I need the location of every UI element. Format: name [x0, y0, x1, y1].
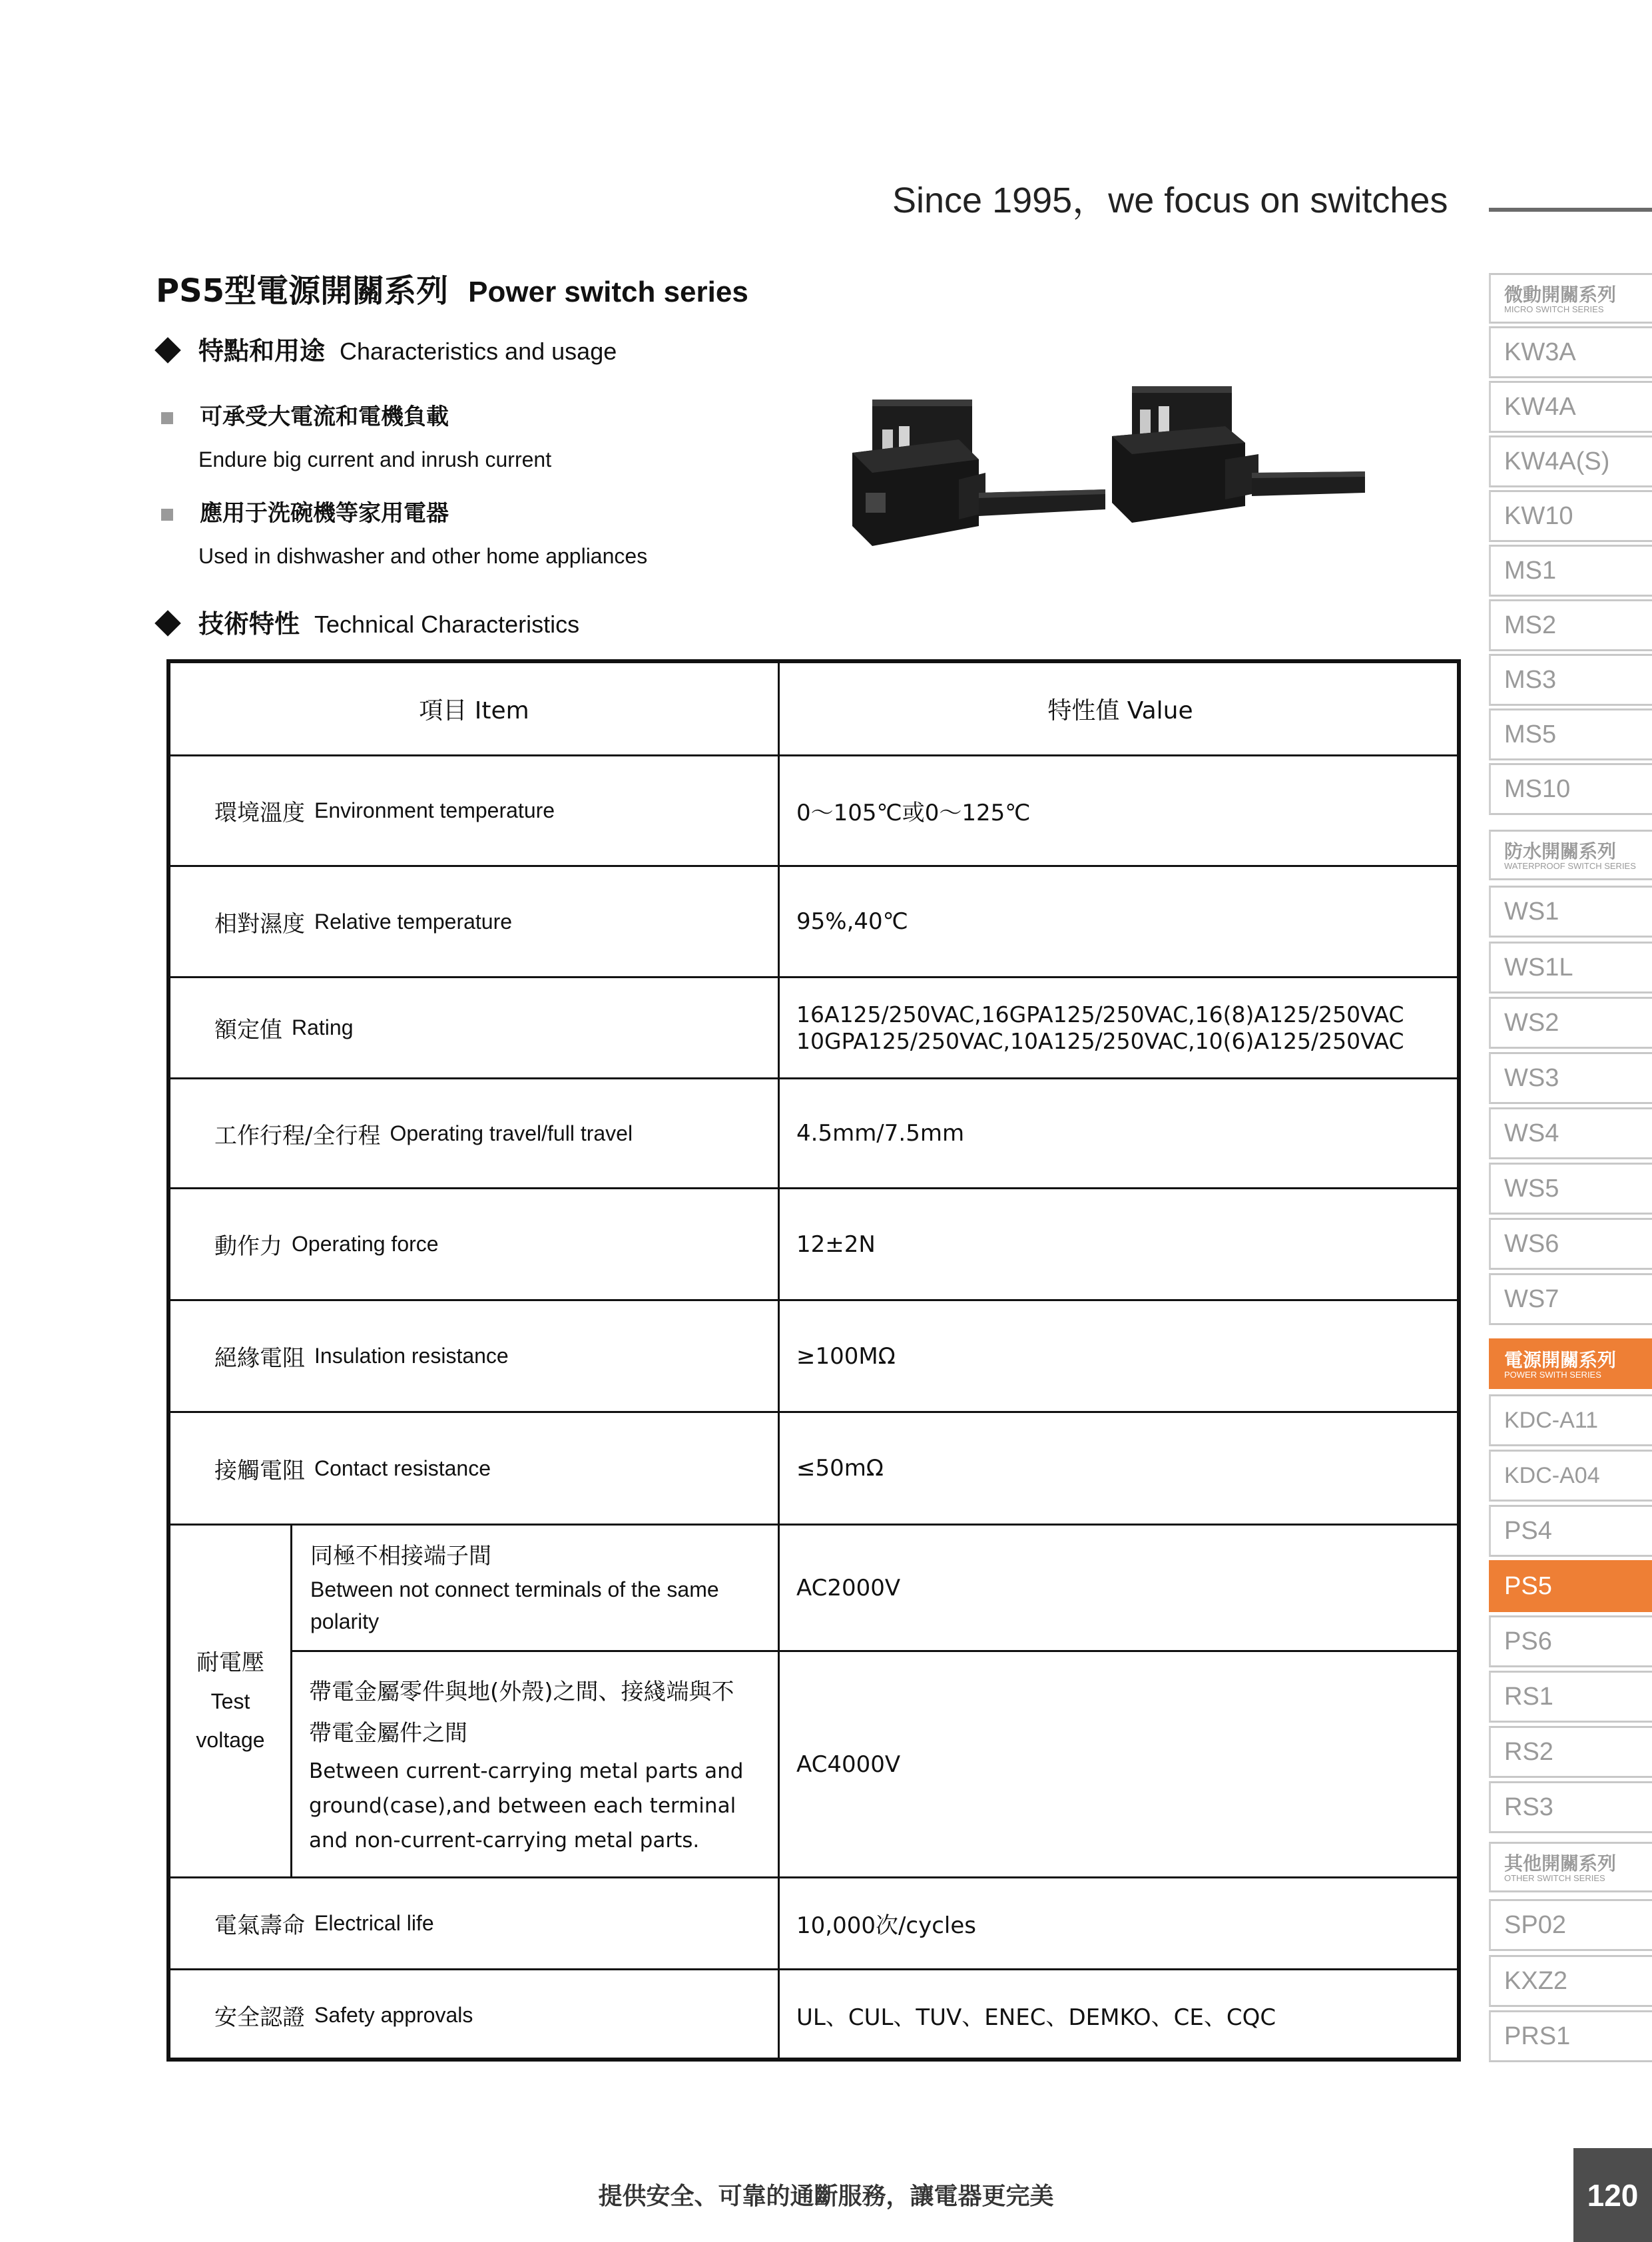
- diamond-bullet-icon: [154, 610, 181, 637]
- sidebar-item-kw10[interactable]: KW10: [1489, 490, 1652, 542]
- sidebar-item-ws4[interactable]: WS4: [1489, 1107, 1652, 1159]
- row-relative-temp-label: 相對濕度 Relative temperature: [214, 909, 513, 938]
- sidebar-item-ws3[interactable]: WS3: [1489, 1052, 1652, 1104]
- header-item: 項目 Item: [419, 697, 529, 724]
- feature-1: 可承受大電流和電機負載: [161, 398, 449, 431]
- sidebar-item-kw3a[interactable]: KW3A: [1489, 326, 1652, 378]
- sidebar-heading-other[interactable]: 其他開關系列 OTHER SWITCH SERIES: [1489, 1842, 1652, 1892]
- test-voltage-label: 耐電壓 Test voltage: [196, 1649, 265, 1752]
- section-technical-heading: 技術特性 Technical Characteristics: [158, 603, 579, 640]
- row-safety-value: UL、CUL、TUV、ENEC、DEMKO、CE、CQC: [796, 2004, 1276, 2031]
- row-contact-value: ≤50mΩ: [796, 1455, 884, 1482]
- row-insulation-value: ≥100MΩ: [796, 1342, 896, 1370]
- sidebar-item-ms1[interactable]: MS1: [1489, 545, 1652, 597]
- sidebar-item-kw4a-s[interactable]: KW4A(S): [1489, 435, 1652, 487]
- footer-slogan: 提供安全、可靠的通斷服務，讓電器更完美: [598, 2183, 1054, 2210]
- sidebar-item-kxz2[interactable]: KXZ2: [1489, 1955, 1652, 2007]
- test-voltage-sub2-value: AC4000V: [796, 1751, 901, 1778]
- sidebar-item-ws7[interactable]: WS7: [1489, 1273, 1652, 1325]
- spec-table: [166, 659, 1461, 2062]
- sidebar-item-kdc-a04[interactable]: KDC-A04: [1489, 1450, 1652, 1502]
- row-force-value: 12±2N: [796, 1231, 876, 1258]
- subgroup-divider: [290, 1525, 292, 1878]
- sidebar-item-ms10[interactable]: MS10: [1489, 763, 1652, 815]
- sidebar-item-kdc-a11[interactable]: KDC-A11: [1489, 1394, 1652, 1446]
- test-voltage-sub2-label: 帶電金屬零件與地(外殼)之間、接綫端與不 帶電金屬件之間 Between current-carrying metal parts and ground(case),and between each terminal and non-current-carrying metal parts.: [309, 1678, 744, 1852]
- product-photo: [826, 373, 1385, 593]
- sidebar-item-ps4[interactable]: PS4: [1489, 1505, 1652, 1557]
- row-electrical-life-label: 電氣壽命 Electrical life: [214, 1911, 434, 1939]
- sidebar-item-sp02[interactable]: SP02: [1489, 1899, 1652, 1951]
- row-rating-value: 16A125/250VAC,16GPA125/250VAC,16(8)A125/250VAC 10GPA125/250VAC,10A125/250VAC,10(6)A125/250VAC: [796, 1001, 1404, 1054]
- header-value: 特性值 Value: [1047, 697, 1193, 724]
- row-rating-label: 額定值 Rating: [214, 1015, 354, 1043]
- sidebar-heading-power[interactable]: 電源開關系列 POWER SWITH SERIES: [1489, 1338, 1652, 1389]
- test-voltage-sub1-label: 同極不相接端子間 Between not connect terminals of the same polarity: [310, 1542, 719, 1633]
- test-voltage-sub1-value: AC2000V: [796, 1574, 901, 1601]
- sidebar-item-ms2[interactable]: MS2: [1489, 599, 1652, 651]
- title-en: Power switch series: [468, 276, 748, 308]
- sidebar-item-rs3[interactable]: RS3: [1489, 1781, 1652, 1833]
- row-contact-label: 接觸電阻 Contact resistance: [214, 1456, 491, 1484]
- diamond-bullet-icon: [154, 337, 181, 364]
- page-title: [156, 265, 748, 311]
- row-insulation-label: 絕緣電阻 Insulation resistance: [214, 1344, 509, 1372]
- sidebar-item-ps5[interactable]: PS5: [1489, 1560, 1652, 1612]
- sidebar-item-ws1l[interactable]: WS1L: [1489, 942, 1652, 993]
- sidebar-item-rs1[interactable]: RS1: [1489, 1671, 1652, 1723]
- row-environment-temp-value: 0～105℃或0～125℃: [796, 800, 1031, 826]
- sidebar-item-prs1[interactable]: PRS1: [1489, 2010, 1652, 2062]
- sidebar-heading-micro[interactable]: 微動開關系列 MICRO SWITCH SERIES: [1489, 273, 1652, 324]
- square-bullet-icon: [161, 412, 173, 424]
- row-force-label: 動作力 Operating force: [214, 1232, 439, 1260]
- sidebar-heading-waterproof[interactable]: 防水開關系列 WATERPROOF SWITCH SERIES: [1489, 830, 1652, 880]
- row-safety-label: 安全認證 Safety approvals: [214, 2002, 473, 2031]
- feature-1-en: Endure big current and inrush current: [198, 447, 552, 471]
- sidebar-item-ms3[interactable]: MS3: [1489, 654, 1652, 706]
- row-electrical-life-value: 10,000次/cycles: [796, 1912, 977, 1939]
- row-relative-temp-value: 95%,40℃: [796, 908, 908, 935]
- sidebar-item-kw4a[interactable]: KW4A: [1489, 381, 1652, 433]
- header-rule: [1489, 208, 1652, 212]
- feature-2: 應用于洗碗機等家用電器: [161, 495, 449, 527]
- header-tagline: Since 1995，we focus on switches: [892, 180, 1448, 220]
- sidebar-item-ms5[interactable]: MS5: [1489, 708, 1652, 760]
- row-travel-label: 工作行程/全行程 Operating travel/full travel: [214, 1121, 633, 1149]
- title-cn: PS5型電源開關系列: [156, 272, 449, 310]
- column-divider: [778, 663, 780, 2062]
- section-features-heading: 特點和用途 Characteristics and usage: [158, 330, 617, 367]
- feature-2-en: Used in dishwasher and other home appliances: [198, 544, 648, 568]
- sidebar-item-rs2[interactable]: RS2: [1489, 1726, 1652, 1778]
- square-bullet-icon: [161, 509, 173, 521]
- sidebar-item-ws1[interactable]: WS1: [1489, 886, 1652, 938]
- page-number: 120: [1573, 2148, 1652, 2242]
- switch-right-icon: [1112, 386, 1365, 523]
- sidebar-item-ws2[interactable]: WS2: [1489, 997, 1652, 1049]
- sidebar-item-ws6[interactable]: WS6: [1489, 1218, 1652, 1270]
- sidebar-item-ws5[interactable]: WS5: [1489, 1163, 1652, 1215]
- row-travel-value: 4.5mm/7.5mm: [796, 1120, 965, 1147]
- row-environment-temp-label: 環境溫度 Environment temperature: [214, 798, 555, 826]
- switch-left-icon: [852, 400, 1105, 546]
- sidebar-item-ps6[interactable]: PS6: [1489, 1615, 1652, 1667]
